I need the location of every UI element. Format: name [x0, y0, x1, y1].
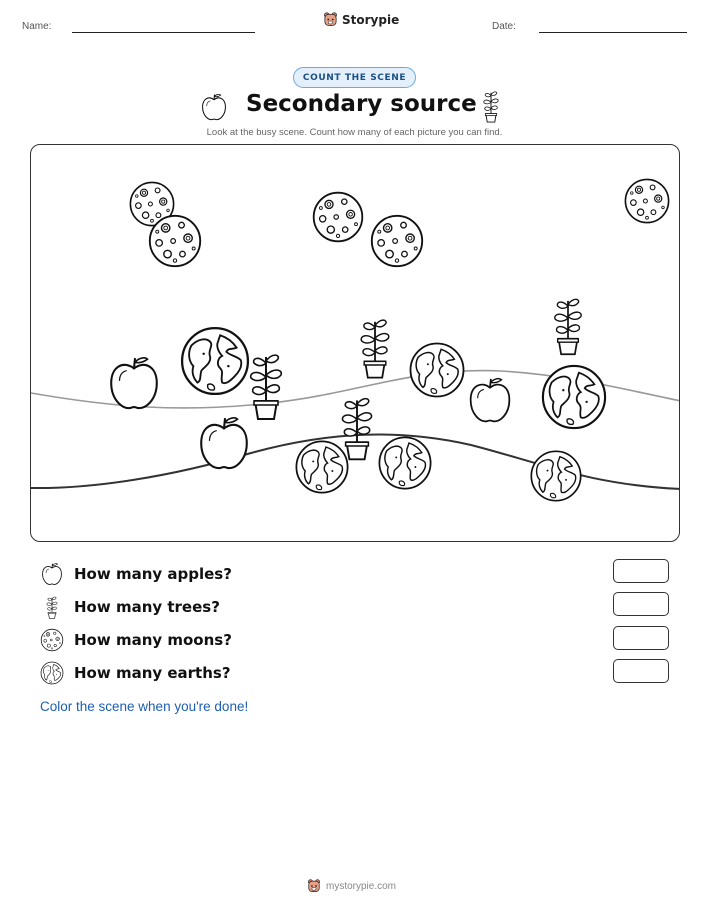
bear-logo-icon	[307, 879, 321, 893]
name-label: Name:	[22, 21, 52, 32]
apple-icon	[40, 562, 64, 586]
question-text: How many moons?	[74, 631, 232, 649]
bear-logo-icon	[323, 12, 338, 27]
answer-box-moons[interactable]	[613, 626, 669, 650]
tree-3	[555, 299, 581, 354]
question-earths	[40, 660, 231, 686]
tree-1	[251, 355, 282, 419]
brand-name: Storypie	[342, 12, 400, 27]
question-text: How many earths?	[74, 664, 231, 682]
apple-3	[471, 379, 510, 422]
name-line[interactable]	[72, 32, 255, 33]
question-moons	[40, 627, 232, 653]
date-label: Date:	[492, 21, 516, 32]
apple-icon	[201, 92, 227, 122]
earth-2	[410, 343, 463, 396]
apple-1	[111, 358, 157, 408]
count-the-scene-badge: COUNT THE SCENE	[293, 67, 416, 88]
question-apples	[40, 561, 232, 587]
earth-4	[296, 441, 347, 492]
earth-6	[531, 451, 580, 500]
tree-4	[342, 399, 371, 460]
earth-5	[379, 437, 430, 488]
coloring-note: Color the scene when you're done!	[40, 699, 249, 714]
answer-box-trees[interactable]	[613, 592, 669, 616]
answer-box-apples[interactable]	[613, 559, 669, 583]
question-trees	[40, 594, 220, 620]
moon-2	[150, 216, 200, 266]
footer	[307, 879, 396, 893]
footer-url[interactable]: mystorypie.com	[326, 880, 397, 892]
instructions: Look at the busy scene. Count how many of each picture you can find.	[206, 127, 503, 138]
moon-5	[625, 179, 668, 222]
busy-scene	[30, 144, 680, 542]
tree-icon	[40, 595, 64, 619]
moon-icon	[40, 628, 64, 652]
page-title: Secondary source	[246, 91, 477, 117]
earth-1	[182, 328, 248, 394]
question-text: How many apples?	[74, 565, 232, 583]
question-text: How many trees?	[74, 598, 220, 616]
earth-icon	[40, 661, 64, 685]
moon-4	[372, 216, 422, 266]
moon-3	[314, 193, 363, 242]
storypie-logo	[323, 12, 399, 27]
tree-2	[361, 320, 389, 377]
answer-box-earths[interactable]	[613, 659, 669, 683]
tree-icon	[481, 89, 501, 123]
apple-2	[201, 418, 247, 468]
earth-3	[543, 366, 605, 428]
date-line[interactable]	[539, 32, 687, 33]
